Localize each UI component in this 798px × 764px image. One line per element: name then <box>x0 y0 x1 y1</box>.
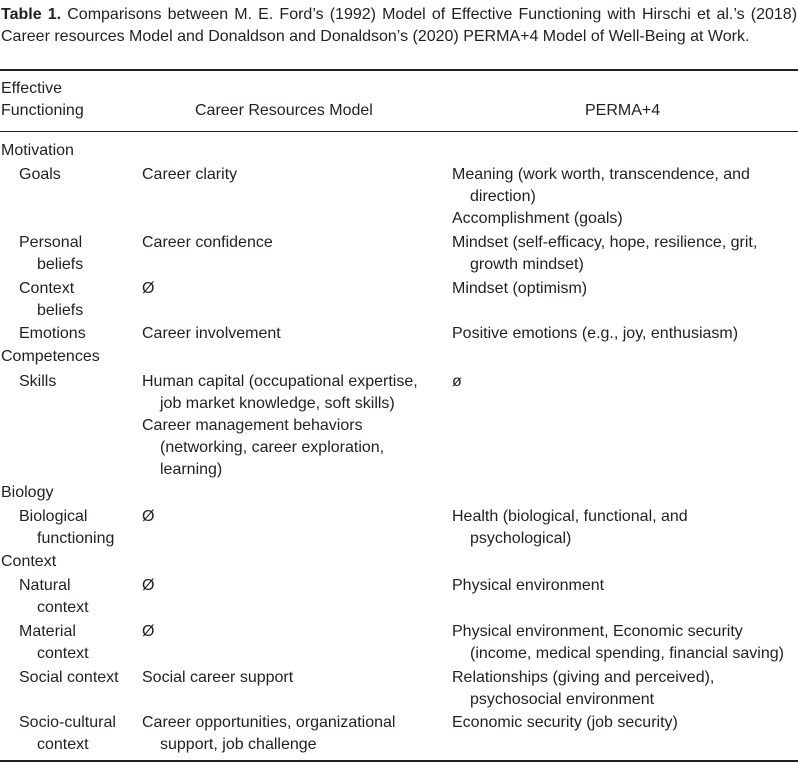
row-material-context-label-1: Material <box>19 623 76 640</box>
row-personal-beliefs-crm: Career confidence <box>142 234 273 251</box>
caption-line-2: (2018) Career resources Model and Donaldson and Donaldson’s (2020) PERMA+4 Model of Well-Being at <box>1 6 798 45</box>
row-biological-functioning-label-1: Biological <box>19 508 88 525</box>
row-emotions-perma: Positive emotions (e.g., joy, enthusiasm) <box>452 325 739 342</box>
row-personal-beliefs-perma-2: growth mindset) <box>470 256 584 273</box>
row-context-beliefs-crm: Ø <box>142 280 155 297</box>
row-natural-context-crm: Ø <box>142 577 155 594</box>
row-natural-context-label-2: context <box>37 599 89 616</box>
row-skills-crm-2c: learning) <box>160 461 223 478</box>
row-skills-crm-1b: job market knowledge, soft skills) <box>160 395 395 412</box>
row-biological-functioning-perma-1: Health (biological, functional, and <box>452 508 688 525</box>
caption-line-1: Comparisons between M. E. Ford’s (1992) Model of Effective Functioning with Hirschi et al.’s <box>67 6 745 23</box>
row-socio-cultural-context-crm-2: support, job challenge <box>160 736 317 753</box>
row-socio-cultural-context-label-1: Socio-cultural <box>19 714 116 731</box>
header-effective-functioning-1: Effective <box>1 80 63 97</box>
top-rule <box>0 69 798 71</box>
table-caption <box>1 4 797 48</box>
row-socio-cultural-context-crm-1: Career opportunities, organizational <box>142 714 396 731</box>
section-biology: Biology <box>1 484 54 501</box>
header-effective-functioning-2: Functioning <box>1 102 84 119</box>
row-goals-perma-1b: direction) <box>470 188 536 205</box>
row-goals-label: Goals <box>19 166 61 183</box>
row-material-context-perma-2: (income, medical spending, financial saving) <box>470 645 784 662</box>
row-context-beliefs-label-1: Context <box>19 280 75 297</box>
row-personal-beliefs-perma-1: Mindset (self-efficacy, hope, resilience, grit, <box>452 234 758 251</box>
header-rule <box>0 131 798 132</box>
row-social-context-label: Social context <box>19 669 119 686</box>
row-social-context-perma-1: Relationships (giving and perceived), <box>452 669 715 686</box>
row-biological-functioning-perma-2: psychological) <box>470 530 572 547</box>
row-goals-perma-1a: Meaning (work worth, transcendence, and <box>452 166 750 183</box>
row-emotions-crm: Career involvement <box>142 325 281 342</box>
row-emotions-label: Emotions <box>19 325 86 342</box>
caption-label: Table 1. <box>1 6 62 23</box>
row-personal-beliefs-label-1: Personal <box>19 234 83 251</box>
bottom-rule <box>0 760 798 762</box>
row-skills-crm-1a: Human capital (occupational expertise, <box>142 373 418 390</box>
row-material-context-label-2: context <box>37 645 89 662</box>
row-natural-context-perma: Physical environment <box>452 577 605 594</box>
row-skills-label: Skills <box>19 373 57 390</box>
row-social-context-perma-2: psychosocial environment <box>470 691 655 708</box>
row-natural-context-label-1: Natural <box>19 577 71 594</box>
row-biological-functioning-crm: Ø <box>142 508 155 525</box>
row-skills-crm-2a: Career management behaviors <box>142 417 363 434</box>
row-socio-cultural-context-label-2: context <box>37 736 89 753</box>
row-material-context-perma-1: Physical environment, Economic security <box>452 623 743 640</box>
row-material-context-crm: Ø <box>142 623 155 640</box>
header-perma4: PERMA+4 <box>585 102 661 119</box>
row-skills-crm-2b: (networking, career exploration, <box>160 439 385 456</box>
row-biological-functioning-label-2: functioning <box>37 530 115 547</box>
row-context-beliefs-perma: Mindset (optimism) <box>452 280 588 297</box>
header-career-resources-model: Career Resources Model <box>195 102 373 119</box>
row-social-context-crm: Social career support <box>142 669 294 686</box>
row-personal-beliefs-label-2: beliefs <box>37 256 84 273</box>
section-competences: Competences <box>1 348 100 365</box>
row-skills-perma: ø <box>452 373 462 390</box>
section-context: Context <box>1 553 57 570</box>
section-motivation: Motivation <box>1 142 74 159</box>
caption-line-3: Work. <box>707 28 750 45</box>
row-socio-cultural-context-perma: Economic security (job security) <box>452 714 678 731</box>
row-goals-perma-2: Accomplishment (goals) <box>452 210 623 227</box>
row-context-beliefs-label-2: beliefs <box>37 302 84 319</box>
row-goals-crm: Career clarity <box>142 166 238 183</box>
